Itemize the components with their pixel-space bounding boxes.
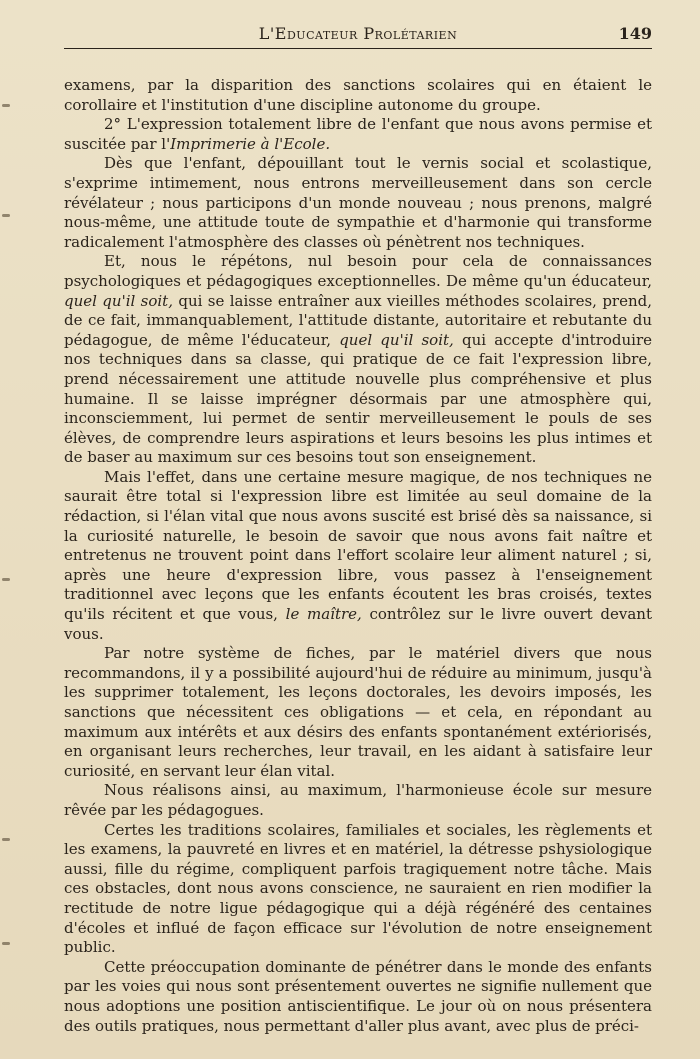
italic-run: le maître, [285, 605, 362, 624]
italic-run: quel qu'il soit, [64, 291, 173, 310]
paragraph-1 [64, 76, 652, 115]
paragraph-3 [64, 154, 652, 252]
article-body [64, 76, 652, 1036]
italic-run: Imprimerie à l'Ecole. [170, 134, 331, 153]
running-title: L'Educateur Prolétarien [258, 24, 458, 43]
text-run: qui accepte d'introduire nos techniques dans sa classe, qui pratique de ce fait l'expression libre, prend nécessairement une attitude nouvelle plus compréhensive et plus humaine. Il se laisse imprégner désormais par une atmosphère qui, inconsciemment, lui permet de sentir merveilleusement le pouls de ses élèves, de comprendre leurs aspirations et leurs besoins les plus intimes et de baser au maximum sur ces besoins tout son enseignement. [64, 330, 653, 467]
text-run: 2° L'expression totalement libre de l'enfant que nous avons permise et suscitée par l' [64, 115, 652, 153]
paragraph-4 [64, 252, 652, 468]
text-run: qui se laisse entraîner aux vieilles méthodes scolaires, prend, de ce fait, immanquablement, l'attitude distante, autoritaire et rebutante du pédagogue, de même l'éducateur, [64, 291, 652, 349]
text-run: Par notre système de fiches, par le matériel divers que nous recommandons, il y a possibilité aujourd'hui de réduire au minimum, jusqu'à les supprimer totalement, les leçons doctorales, les devoirs imposés, les sanctions que nécessitent ces obligations — et cela, en répondant au maximum aux intérêts et aux désirs des enfants spontanément extériorisés, en organisant leurs recherches, leur travail, en les aidant à satisfaire leur curiosité, en servant leur élan vital. [64, 644, 652, 780]
italic-run: quel qu'il soit, [339, 330, 454, 349]
text-run: Certes les traditions scolaires, familiales et sociales, les règlements et les examens, la pauvreté en livres et en matériel, la détresse pshysiologique aussi, fille du régime, compliquent parfois tragiquement notre tâche. Mais ces obstacles, dont nous avons conscience, ne sauraient en rien modifier la rectitude de notre ligue pédagogique qui a déjà régénéré des centaines d'écoles et influé de façon efficace sur l'évolution de notre enseignement public. [64, 820, 652, 957]
paragraph-8 [64, 821, 652, 958]
margin-smudge [2, 104, 10, 107]
paragraph-5 [64, 468, 652, 644]
margin-smudge [2, 942, 10, 945]
page-number: 149 [618, 24, 652, 43]
text-run: Nous réalisons ainsi, au maximum, l'harmonieuse école sur mesure rêvée par les pédagogues. [64, 781, 652, 819]
paragraph-7 [64, 781, 652, 820]
text-run: Mais l'effet, dans une certaine mesure magique, de nos techniques ne saurait être total si l'expression libre est limitée au seul domaine de la rédaction, si l'élan vital que nous avons suscité est brisé dès sa naissance, si la curiosité naturelle, le besoin de savoir que nous avons fait naître et entretenus ne trouvent point dans l'effort scolaire leur aliment naturel ; si, après une heure d'expression libre, vous passez à l'enseignement traditionnel avec leçons que les enfants écoutent les bras croisés, textes qu'ils récitent et que vous, [64, 467, 652, 624]
text-run: Cette préoccupation dominante de pénétrer dans le monde des enfants par les voies qui nous sont présentement ouvertes ne signifie nullement que nous adoptions une position antiscientifique. Le jour où on nous présentera des outils pratiques, nous permettant d'aller plus avant, avec plus de préci- [64, 957, 652, 1035]
margin-smudge [2, 578, 10, 581]
paragraph-9 [64, 958, 652, 1036]
text-run: examens, par la disparition des sanctions scolaires qui en étaient le corollaire et l'institution d'une discipline autonome du groupe. [64, 76, 652, 114]
text-run: contrôlez sur le livre ouvert devant vous. [64, 605, 652, 643]
text-run: Et, nous le répétons, nul besoin pour cela de connaissances psychologiques et pédagogiques exceptionnelles. De même qu'un éducateur, [64, 252, 652, 290]
page-header [64, 22, 652, 49]
margin-smudge [2, 214, 10, 217]
paragraph-2 [64, 115, 652, 154]
text-run: Dès que l'enfant, dépouillant tout le vernis social et scolastique, s'exprime intimement, nous entrons merveilleusement dans son cercle révélateur ; nous participons d'un monde nouveau ; nous prenons, malgré nous-même, une attitude toute de sympathie et d'harmonie qui transforme radicalement l'atmosphère des classes où pénètrent nos techniques. [64, 154, 652, 251]
paragraph-6 [64, 644, 652, 781]
margin-smudge [2, 838, 10, 841]
